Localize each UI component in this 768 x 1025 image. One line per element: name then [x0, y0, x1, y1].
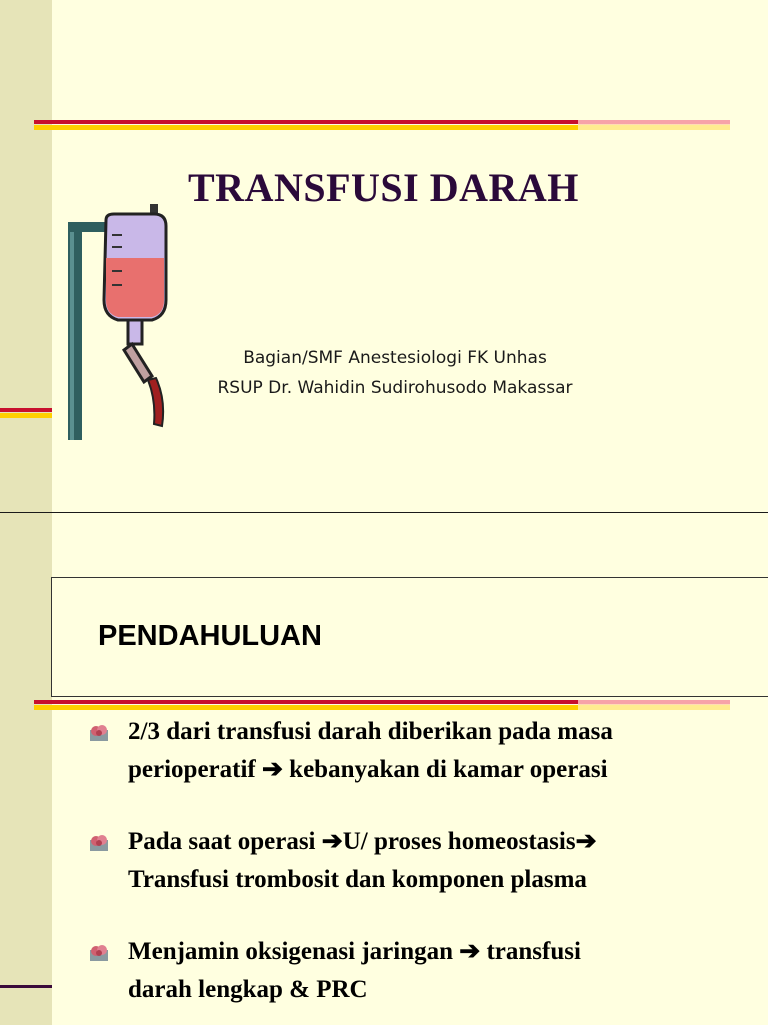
subtitle-hospital: RSUP Dr. Wahidin Sudirohusodo Makassar [217, 378, 573, 398]
flower-bullet-icon [88, 834, 110, 852]
flower-bullet-icon [88, 944, 110, 962]
subtitle-department: Bagian/SMF Anestesiologi FK Unhas [243, 348, 547, 368]
intro-slide [0, 512, 768, 1025]
flower-bullet-icon [88, 724, 110, 742]
heading-decorative-rule [34, 700, 730, 710]
list-item: Menjamin oksigenasi jaringan ➔ transfusi darah lengkap & PRC [88, 933, 748, 1009]
left-decorative-rule [0, 408, 52, 418]
top-decorative-rule [34, 120, 730, 130]
left-sidebar-strip [0, 513, 52, 1025]
list-item: Pada saat operasi ➔U/ proses homeostasis➔ Transfusi trombosit dan komponen plasma [88, 823, 748, 899]
subtitle-block [150, 343, 640, 403]
title-slide [0, 0, 768, 512]
left-dark-rule [0, 985, 52, 988]
slide-title: TRANSFUSI DARAH [188, 165, 579, 210]
list-item: 2/3 dari transfusi darah diberikan pada masa perioperatif ➔ kebanyakan di kamar operasi [88, 713, 748, 789]
heading-box [51, 577, 768, 697]
bullet-list [88, 713, 748, 1025]
slide-heading: PENDAHULUAN [98, 620, 322, 652]
iv-blood-bag-icon [62, 200, 180, 440]
left-sidebar-strip [0, 0, 52, 512]
